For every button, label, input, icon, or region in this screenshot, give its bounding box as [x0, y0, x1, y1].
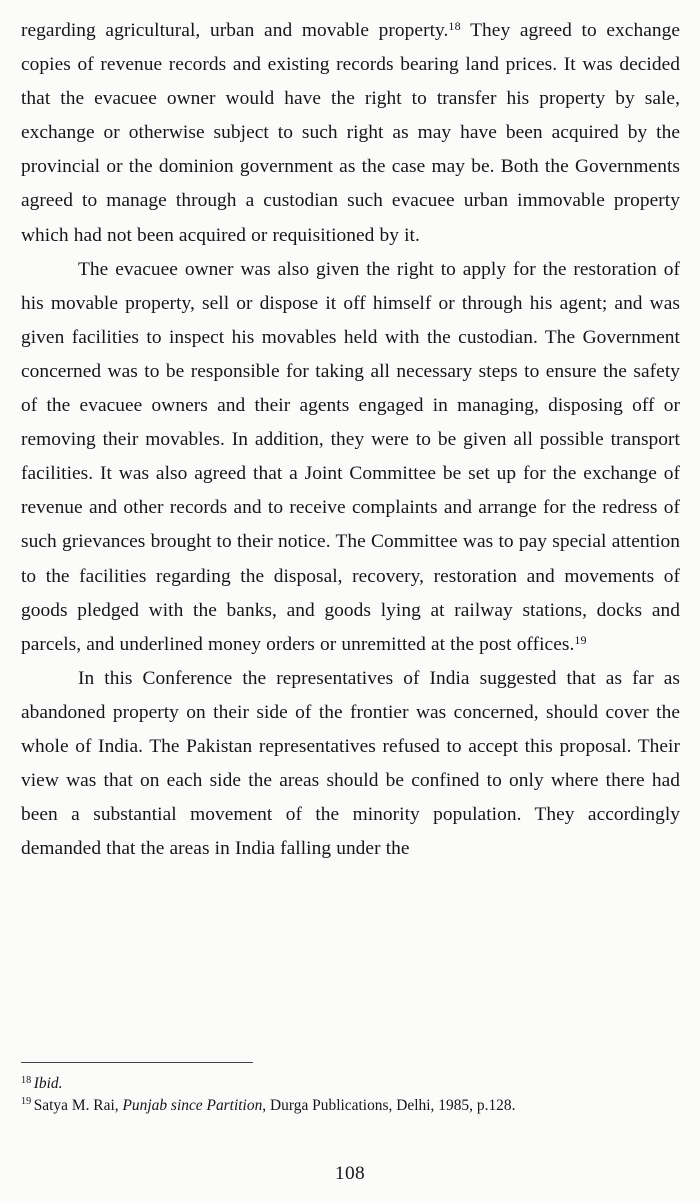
- footnote-reference[interactable]: 19: [574, 632, 587, 647]
- paragraph-para-evacuee-owner: The evacuee owner was also given the right to apply for the restoration of his movable property, sell or dispose it off himself or through his agent; and was given facilities to inspect his movables held with the custodian. The Government concerned was to be responsible for taking all necessary steps to ensure the safety of the evacuee owners and their agents engaged in managing, disposing off or removing their movables. In addition, they were to be given all possible transport facilities. It was also agreed that a Joint Committee be set up for the exchange of revenue and other records and to receive complaints and arrange for the redress of such grievances brought to their notice. The Committee was to pay special attention to the facilities regarding the disposal, recovery, restoration and movements of goods pledged with the banks, and goods lying at railway stations, docks and parcels, and underlined money orders or unremitted at the post offices.$^{19}$: [21, 258, 680, 655]
- footnote-19: $^{19}$ Satya M. Rai, Punjab since Partition, Durga Publications, Delhi, 1985, p.128.: [21, 1096, 516, 1114]
- footnote-separator-rule: [21, 1062, 253, 1063]
- footnote-zone: [21, 1062, 680, 1116]
- italic-title: Ibid.: [33, 1075, 63, 1092]
- paragraph-para-continued: regarding agricultural, urban and movable property.$^{18}$ They agreed to exchange copies of revenue records and existing records bearing land prices. It was decided that the evacuee owner would have the right to transfer his property by sale, exchange or otherwise subject to such right as may have been acquired by the provincial or the dominion government as the case may be. Both the Governments agreed to manage through a custodian such evacuee urban immovable property which had not been acquired or requisitioned by it.: [21, 18, 680, 246]
- footnote-marker: 18: [21, 1074, 32, 1086]
- footnote-marker: 19: [21, 1096, 32, 1108]
- footnote-reference[interactable]: 18: [448, 18, 461, 33]
- body-text-block: [21, 14, 680, 866]
- italic-title: Punjab since Partition: [122, 1096, 263, 1114]
- footnote-18: [21, 1073, 680, 1095]
- page-number: 108: [334, 1163, 366, 1184]
- paragraph-para-conference: In this Conference the representatives of India suggested that as far as abandoned property on their side of the frontier was concerned, should cover the whole of India. The Pakistan representatives refused to accept this proposal. Their view was that on each side the areas should be confined to only where there had been a substantial movement of the minority population. They accordingly demanded that the areas in India falling under the: [21, 667, 680, 860]
